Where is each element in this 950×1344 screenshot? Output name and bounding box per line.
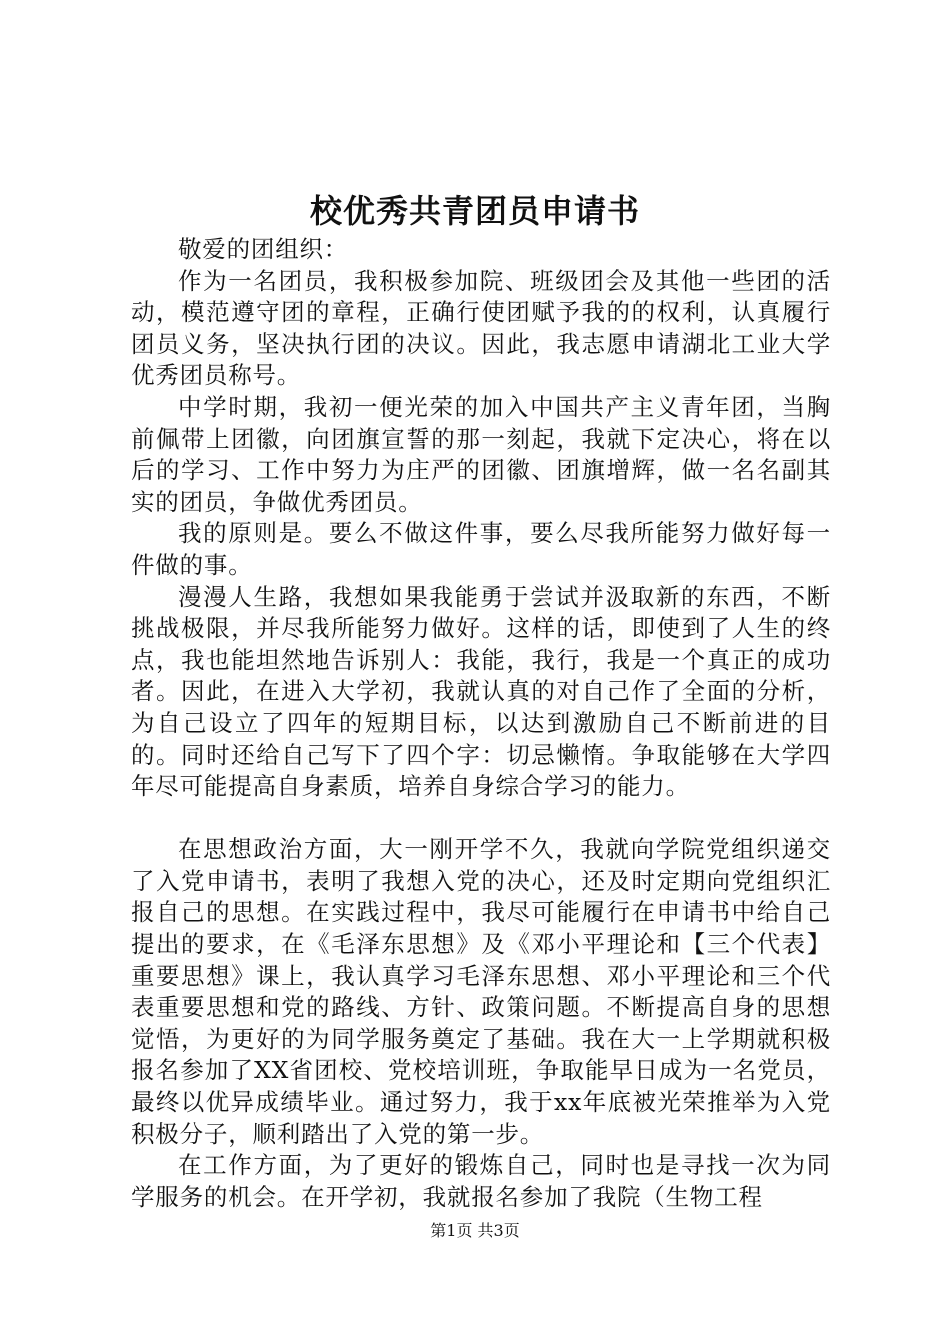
page-number-footer: 第1页 共3页: [430, 1221, 520, 1240]
body-paragraph: 作为一名团员，我积极参加院、班级团会及其他一些团的活动，模范遵守团的章程，正确行使团赋予我的的权利，认真履行团员义务，坚决执行团的决议。因此，我志愿申请湖北工业大学优秀团员称号。: [131, 266, 831, 390]
salutation: 敬爱的团组织：: [178, 235, 349, 263]
body-paragraph: 中学时期，我初一便光荣的加入中国共产主义青年团，当胸前佩带上团徽，向团旗宣誓的那一刻起，我就下定决心，将在以后的学习、工作中努力为庄严的团徽、团旗增辉，做一名名副其实的团员，争做优秀团员。: [131, 392, 831, 516]
body-paragraph: 在工作方面，为了更好的锻炼自己，同时也是寻找一次为同学服务的机会。在开学初，我就报名参加了我院（生物工程: [131, 1151, 831, 1211]
document-body: [131, 234, 831, 1213]
body-paragraph: 我的原则是。要么不做这件事，要么尽我所能努力做好每一件做的事。: [131, 519, 831, 579]
body-paragraph: 漫漫人生路，我想如果我能勇于尝试并汲取新的东西，不断挑战极限，并尽我所能努力做好。这样的话，即使到了人生的终点，我也能坦然地告诉别人：我能，我行，我是一个真正的成功者。因此，在进入大学初，我就认真的对自己作了全面的分析，为自己设立了四年的短期目标，以达到激励自己不断前进的目的。同时还给自己写下了四个字：切忌懒惰。争取能够在大学四年尽可能提高自身素质，培养自身综合学习的能力。: [131, 582, 831, 801]
body-paragraph: 在思想政治方面，大一刚开学不久，我就向学院党组织递交了入党申请书，表明了我想入党的决心，还及时定期向党组织汇报自己的思想。在实践过程中，我尽可能履行在申请书中给自己提出的要求，在《毛泽东思想》及《邓小平理论和【三个代表】重要思想》课上，我认真学习毛泽东思想、邓小平理论和三个代表重要思想和党的路线、方针、政策问题。不断提高自身的思想觉悟，为更好的为同学服务奠定了基础。我在大一上学期就积极报名参加了XX省团校、党校培训班，争取能早日成为一名党员，最终以优异成绩毕业。通过努力，我于xx年底被光荣推举为入党积极分子，顺利踏出了入党的第一步。: [131, 835, 831, 1148]
document-title: 校优秀共青团员申请书: [309, 192, 640, 230]
